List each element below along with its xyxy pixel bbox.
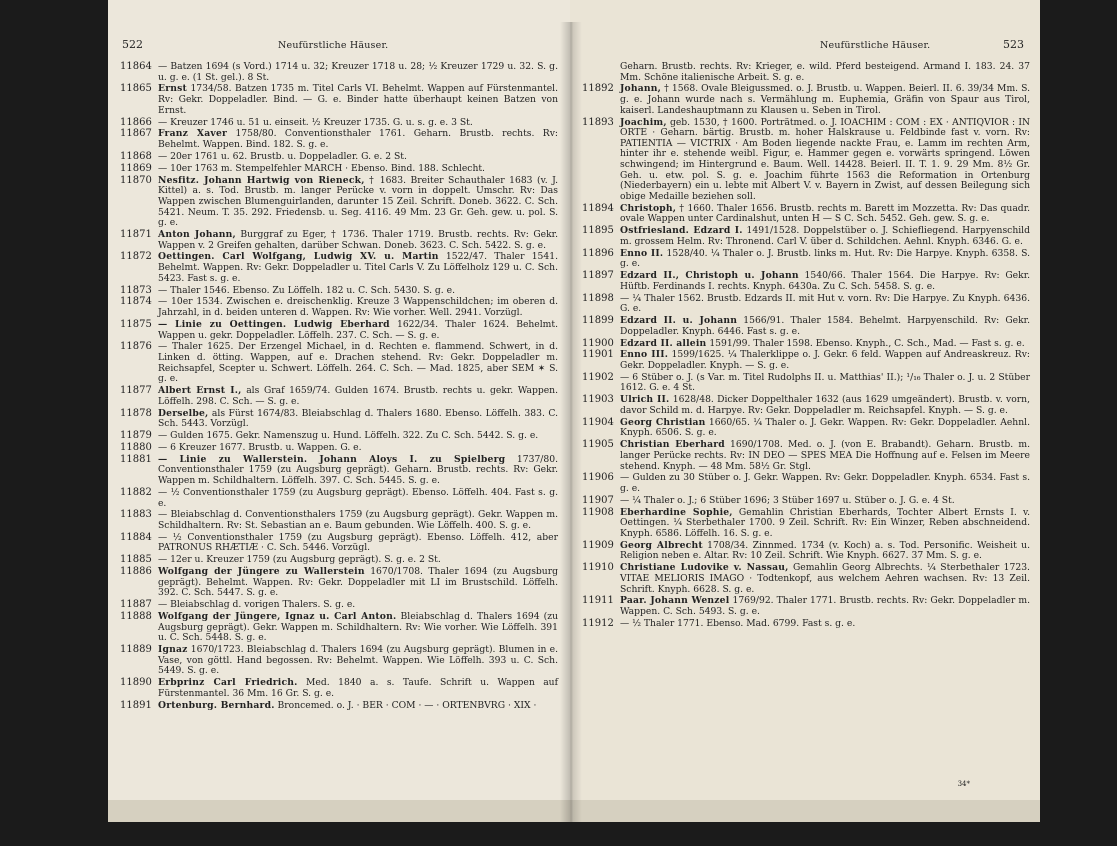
entry-text [620,563,1030,595]
entry-number: 11886 [120,566,152,578]
entry-text [158,342,558,384]
catalog-entry [582,62,1030,83]
entry-text [620,62,1030,83]
catalog-entry [582,339,1030,350]
catalog-entry [582,440,1030,472]
entry-name: Enno II. [620,247,664,259]
entry-text [158,555,558,566]
catalog-entry [120,533,558,554]
entry-name: Derselbe, [158,407,209,419]
entry-number: 11898 [582,292,614,304]
entry-description: 1660/65. ¼ Thaler o. J. Gekr. Wappen. Rv: Gekr. Doppeladler. Aehnl. Knyph. 6506. S. g. e. [620,416,1030,439]
catalog-entry [120,152,558,163]
entry-number: 11889 [120,644,152,656]
entry-number: 11910 [582,562,614,574]
entry-number: 11900 [582,337,614,349]
entry-description: Gemahlin Georg Albrechts. ¼ Sterbethaler 1723. VITAE MELIORIS IMAGO · Todtenkopf, aus welchem Aehren wachsen. Rv: 13 Zeil. Schrift. Knyph. 6628. S. g. e. [620,562,1030,595]
entry-name: Enno III. [620,349,669,361]
entry-text [158,431,558,442]
catalog-entry [120,455,558,487]
entry-name: Edzard II. allein [620,337,707,349]
catalog-entry [120,230,558,251]
entry-number: 11905 [582,439,614,451]
entry-text [158,701,558,712]
catalog-entry [120,129,558,150]
entry-description: — ½ Thaler 1771. Ebenso. Mad. 6799. Fast s. g. e. [620,617,856,629]
entry-name: Ignaz [158,644,188,656]
entry-text [620,294,1030,315]
book-gutter [560,22,582,822]
entry-number: 11894 [582,202,614,214]
entry-description: 1540/66. Thaler 1564. Die Harpye. Rv: Gekr. Hüftb. Ferdinands I. rechts. Knyph. 6430a. Zu C. Sch. 5458. S. g. e. [620,270,1030,292]
entry-number: 11872 [120,251,152,263]
entry-name: Wolfgang der Jüngere zu Wallerstein [158,566,365,578]
entry-number: 11868 [120,150,152,162]
entry-description: Geharn. Brustb. rechts. Rv: Krieger, e. wild. Pferd besteigend. Armand I. 183. 24. 37 Mm. Schöne italienische Arbeit. S. g. e. [620,61,1030,83]
catalog-entry [582,596,1030,617]
entry-name: Christoph, [620,202,677,214]
entry-number: 11877 [120,385,152,397]
running-header: Neufürstliche Häuser. [820,40,931,51]
entry-number: 11871 [120,228,152,240]
entry-text [620,271,1030,292]
catalog-entry [120,567,558,599]
entry-number: 11874 [120,296,152,308]
entry-text [158,533,558,554]
entry-text [620,418,1030,439]
entry-number: 11907 [582,494,614,506]
entry-description: 1737/80. Conventionsthaler 1759 (zu Augsburg geprägt). Geharn. Brustb. rechts. Rv: Gekr. Wappen m. Schildhaltern. Löffelh. 397. C. Sch. 5445. S. g. e. [158,453,558,487]
entry-number: 11879 [120,430,152,442]
catalog-entry [582,226,1030,247]
entry-description: 1670/1723. Bleiabschlag d. Thalers 1694 (zu Augsburg geprägt). Blumen in e. Vase, von göttl. Hand begossen. Rv: Behelmt. Wappen. Wie Löffelh. 393 u. C. Sch. 5449. S. g. e. [158,644,558,677]
entry-text [620,226,1030,247]
entry-description: — 10er 1763 m. Stempelfehler MARCH · Ebenso. Bind. 188. Schlecht. [158,162,485,174]
entry-number: 11902 [582,371,614,383]
catalog-entry [582,316,1030,337]
catalog-entry [120,488,558,509]
entry-text [620,619,1030,630]
entry-number: 11911 [582,595,614,607]
entry-number: 11873 [120,284,152,296]
entry-description: 1628/48. Dicker Doppelthaler 1632 (aus 1629 umgeändert). Brustb. v. vorn, davor Schild m. d. Harpye. Rv: Gekr. Doppeladler m. Reichsapfel. Knyph. — S. g. e. [620,394,1030,416]
entry-number: 11883 [120,509,152,521]
entry-description: als Fürst 1674/83. Bleiabschlag d. Thalers 1680. Ebenso. Löffelh. 383. C. Sch. 5443. Vorzügl. [158,407,558,430]
entry-text [620,440,1030,472]
entry-number: 11903 [582,394,614,406]
entry-name: Christian Eberhard [620,439,725,451]
entry-description: — ¼ Thaler 1562. Brustb. Edzards II. mit Hut v. vorn. Rv: Die Harpye. Zu Knyph. 6436. G. e. [620,292,1030,315]
entry-name: Anton Johann, [158,228,236,240]
entry-name: Georg Albrecht [620,539,703,551]
catalog-entry [120,286,558,297]
catalog-entry [582,418,1030,439]
entry-number: 11906 [582,472,614,484]
catalog-entry [120,176,558,229]
entry-description: 1670/1708. Thaler 1694 (zu Augsburg geprägt). Behelmt. Wappen. Rv: Gekr. Doppeladler mit LI im Brustschild. Löffelh. 392. C. Sch. 5447. S. g. e. [158,566,558,599]
catalog-entry [120,678,558,699]
entry-text [158,320,558,341]
entry-description: 1758/80. Conventionsthaler 1761. Geharn. Brustb. rechts. Rv: Behelmt. Wappen. Bind. 182. S. g. e. [158,128,558,151]
entry-name: Eberhardine Sophie, [620,506,733,518]
entry-number: 11869 [120,162,152,174]
entry-description: — Thaler 1546. Ebenso. Zu Löffelh. 182 u. C. Sch. 5430. S. g. e. [158,284,455,296]
entry-text [158,678,558,699]
entry-name: Ernst [158,83,187,95]
catalog-entry [582,473,1030,494]
catalog-entry [582,619,1030,630]
entry-name: Albert Ernst I., [158,385,242,397]
catalog-entry [120,600,558,611]
entry-description: 1599/1625. ¼ Thalerklippe o. J. Gekr. 6 feld. Wappen auf Andreaskreuz. Rv: Gekr. Doppeladler. Knyph. — S. g. e. [620,349,1030,371]
entry-description: 1690/1708. Med. o. J. (von E. Brabandt). Geharn. Brustb. m. langer Perücke rechts. Rv: IN DEO — SPES MEA Die Hoffnung auf e. Felsen im Meere stehend. Knyph. — 48 Mm. 58½ Gr. Stgl. [620,439,1031,472]
entry-number: 11866 [120,116,152,128]
entry-text [620,339,1030,350]
entry-number: 11909 [582,539,614,551]
catalog-entry [120,62,558,83]
entry-name: — Linie zu Oettingen. Ludwig Eberhard [158,318,390,330]
entry-number: 11876 [120,341,152,353]
entry-name: Nesfitz. Johann Hartwig von Rieneck, [158,174,365,186]
entry-description: Burggraf zu Eger, † 1736. Thaler 1719. Brustb. rechts. Rv: Gekr. Wappen v. 2 Greifen gehalten, darüber Schwan. Doneb. 3623. C. Sch. 5422. S. g. e. [158,228,558,251]
entry-name: Georg Christian [620,416,706,428]
entry-number: 11880 [120,441,152,453]
entry-text [158,567,558,599]
entry-text [620,316,1030,337]
entry-name: Franz Xaver [158,128,228,140]
catalog-entry [582,294,1030,315]
entry-description: Broncemed. o. J. · BER · COM · — · ORTENBVRG · XIX · [274,699,537,711]
entry-text [158,510,558,531]
catalog-entry [582,496,1030,507]
entry-description: 1769/92. Thaler 1771. Brustb. rechts. Rv: Gekr. Doppeladler m. Wappen. C. Sch. 5493. S. g. e. [620,595,1030,618]
entry-description: 1591/99. Thaler 1598. Ebenso. Knyph., C. Sch., Mad. — Fast s. g. e. [706,337,1025,349]
entry-text [158,386,558,407]
entry-number: 11904 [582,416,614,428]
entry-name: Christiane Ludovike v. Nassau, [620,562,789,574]
catalog-entry [120,118,558,129]
catalog-entry [120,164,558,175]
catalog-entry [120,320,558,341]
catalog-entry [582,508,1030,540]
entry-text [158,118,558,129]
right-page [570,0,1040,800]
entry-text [158,152,558,163]
entry-text [158,286,558,297]
entry-description: — Batzen 1694 (s Vord.) 1714 u. 32; Kreuzer 1718 u. 28; ½ Kreuzer 1729 u. 32. S. g. u. g. e. (1 St. gel.). 8 St. [158,61,558,83]
page-number: 523 [1003,38,1024,51]
entry-name: Wolfgang der Jüngere, Ignaz u. Carl Anton. [158,611,397,623]
entry-number: 11897 [582,270,614,282]
catalog-entry [582,350,1030,371]
entry-name: — Linie zu Wallerstein. Johann Aloys I. zu Spielberg [158,453,506,465]
entry-number: 11882 [120,486,152,498]
entry-number: 11881 [120,453,152,465]
entry-text [158,129,558,150]
catalog-entry [120,701,558,712]
catalog-entry [120,431,558,442]
entry-text [158,645,558,677]
entry-text [158,62,558,83]
entry-name: Paar. Johann Wenzel [620,595,730,607]
entry-description: — 6 Kreuzer 1677. Brustb. u. Wappen. G. e. [158,441,362,453]
entry-description: Med. 1840 a. s. Taufe. Schrift u. Wappen auf Fürstenmantel. 36 Mm. 16 Gr. S. g. e. [158,677,558,699]
entry-number: 11875 [120,318,152,330]
catalog-entry [120,84,558,116]
entry-number: 11893 [582,116,614,128]
entry-number: 11864 [120,61,152,72]
catalog-entry [582,541,1030,562]
entry-description: Gemahlin Christian Eberhards, Tochter Albert Ernsts I. v. Oettingen. ¼ Sterbethaler 1700. 9 Zeil. Schrift. Rv: Ein Winzer, Reben abschneidend. Knyph. 6586. Löffelh. 16. S. g. e. [620,506,1030,539]
entry-description: 1522/47. Thaler 1541. Behelmt. Wappen. Rv: Gekr. Doppeladler u. Titel Carls V. Zu Löffelholz 129 u. C. Sch. 5423. Fast s. g. e. [158,251,558,284]
signature-mark: 34* [957,780,970,788]
entry-text [158,612,558,644]
entry-number: 11867 [120,128,152,140]
running-header: Neufürstliche Häuser. [278,40,389,51]
entry-text [620,496,1030,507]
entry-description: 1566/91. Thaler 1584. Behelmt. Harpyenschild. Rv: Gekr. Doppeladler. Knyph. 6446. Fast s. g. e. [620,315,1030,337]
catalog-entry [120,612,558,644]
catalog-entry [582,249,1030,270]
entry-description: — Bleiabschlag d. Conventionsthalers 1759 (zu Augsburg geprägt). Gekr. Wappen m. Schildhaltern. Rv: St. Sebastian an e. Baum gebunden. Wie Löffelh. 400. S. g. e. [158,509,558,531]
entry-text [620,350,1030,371]
left-page [108,0,570,800]
entry-text [158,455,558,487]
entry-number: 11888 [120,611,152,623]
entry-description: 1528/40. ¼ Thaler o. J. Brustb. links m. Hut. Rv: Die Harpye. Knyph. 6358. S. g. e. [620,247,1030,270]
catalog-entry [120,443,558,454]
entry-description: 1491/1528. Doppelstüber o. J. Schiefliegend. Harpyenschild m. grossem Helm. Rv: Thronend. Carl V. über d. Schildchen. Aehnl. Knyph. 6346. G. e. [620,225,1030,247]
entry-name: Ortenburg. Bernhard. [158,699,275,711]
catalog-entries [120,62,558,713]
entry-description: geb. 1530, † 1600. Porträtmed. o. J. IOACHIM : COM : EX · ANTIQVIOR : IN ORTE · Geharn. bärtig. Brustb. m. hoher Halskrause u. Feldbinde fast v. vorn. Rv: PATIENTIA — VICTRIX · Am Boden liegende nackte Frau, e. Lamm im rechten Arm, hinter ihr e. stehende weibl. Figur, e. Hammer gegen e. vorwärts springend. Löwen schwingend; im Hintergrund e. Baum. Well. 14428. Beierl. II. T. 1. 9. 29 Mm. 8½ Gr. Geh. u. etw. pol. S. g. e. Joachim führte 1563 die Reformation in Ortenburg (Niederbayern) ein u. lebte mit Albert V. v. Bayern in Zwist, auf dessen Beilegung sich obige Medaille beziehen soll. [620,116,1030,202]
catalog-entry [120,252,558,284]
entry-name: Edzard II., Christoph u. Johann [620,270,799,282]
entry-number: 11899 [582,315,614,327]
entry-name: Ostfriesland. Edzard I. [620,225,743,237]
catalog-entry [120,409,558,430]
entry-text [620,395,1030,416]
catalog-entry [582,373,1030,394]
entry-description: † 1660. Thaler 1656. Brustb. rechts m. Barett im Mozzetta. Rv: Das quadr. ovale Wappen unter Cardinalshut, unten H — S C. Sch. 5452. Geh. gew. S. g. e. [620,202,1030,225]
entry-number: 11878 [120,407,152,419]
entry-number: 11884 [120,531,152,543]
entry-text [158,164,558,175]
entry-text [158,230,558,251]
entry-number: 11890 [120,677,152,689]
entry-text [620,596,1030,617]
entry-description: — 10er 1534. Zwischen e. dreischenklig. Kreuze 3 Wappenschildchen; im oberen d. Jahrzahl, in d. beiden unteren d. Wappen. Rv: Wie vorher. Well. 2941. Vorzügl. [158,296,558,319]
entry-description: — Gulden 1675. Gekr. Namenszug u. Hund. Löffelh. 322. Zu C. Sch. 5442. S. g. e. [158,430,539,442]
entry-description: Bleiabschlag d. Thalers 1694 (zu Augsburg geprägt). Gekr. Wappen m. Schildhaltern. Rv: Wie vorher. Wie Löffelh. 391 u. C. Sch. 5448. S. g. e. [158,611,558,644]
catalog-entry [582,84,1030,116]
entry-description: † 1683. Breiter Schauthaler 1683 (v. J. Kittel) a. s. Tod. Brustb. m. langer Perücke v. vorn in doppelt. Umschr. Rv: Das Wappen zwischen Blumenguirlanden, darunter 15 Zeil. Schrift. Doneb. 3622. C. Sch. 5421. Neum. T. 35. 292. Friedensb. u. Seg. 4116. 49 Mm. 23 Gr. Geh. gew. u. pol. S. g. e. [158,174,558,229]
catalog-entry [120,342,558,384]
entry-text [620,541,1030,562]
entry-text [158,409,558,430]
entry-description: — ¼ Thaler o. J.; 6 Stüber 1696; 3 Stüber 1697 u. Stüber o. J. G. e. 4 St. [620,494,955,506]
entry-text [620,508,1030,540]
entry-text [158,252,558,284]
entry-description: — ½ Conventionsthaler 1759 (zu Augsburg geprägt). Ebenso. Löffelh. 412, aber PATRONUS RHÆTIÆ · C. Sch. 5446. Vorzügl. [158,531,558,554]
entry-description: — Gulden zu 30 Stüber o. J. Gekr. Wappen. Rv: Gekr. Doppeladler. Knyph. 6534. Fast s. g. e. [620,472,1030,495]
entry-description: — Kreuzer 1746 u. 51 u. einseit. ½ Kreuzer 1735. G. u. s. g. e. 3 St. [158,116,473,128]
entry-number: 11895 [582,225,614,237]
entry-text [620,373,1030,394]
catalog-entry [120,555,558,566]
entry-description: — ½ Conventionsthaler 1759 (zu Augsburg geprägt). Ebenso. Löffelh. 404. Fast s. g. e. [158,486,558,509]
entry-description: — Bleiabschlag d. vorigen Thalers. S. g. e. [158,599,356,611]
entry-number: 11870 [120,174,152,186]
entry-description: — 6 Stüber o. J. (s Var. m. Titel Rudolphs II. u. Matthias' II.); ¹/₁₆ Thaler o. J. u. 2 Stüber 1612. G. e. 4 St. [620,371,1030,394]
entry-number: 11891 [120,699,152,711]
entry-number: 11896 [582,247,614,259]
entry-name: Johann, [620,83,662,95]
entry-text [158,297,558,318]
entry-name: Erbprinz Carl Friedrich. [158,677,298,689]
catalog-entry [120,386,558,407]
entry-text [158,488,558,509]
entry-number [582,62,620,83]
entry-text [620,249,1030,270]
entry-name: Joachim, [620,116,667,128]
entry-number: 11885 [120,554,152,566]
entry-text [620,473,1030,494]
entry-description: — Thaler 1625. Der Erzengel Michael, in d. Rechten e. flammend. Schwert, in d. Linken d. ötting. Wappen, auf e. Drachen stehend. Rv: Gekr. Doppeladler m. Reichsapfel, Scepter u. Schwert. Löffelh. 264. C. Sch. — Mad. 1825, aber SEM ✶ S. g. e. [158,341,558,385]
entry-description: 1622/34. Thaler 1624. Behelmt. Wappen u. gekr. Doppeladler. Löffelh. 237. C. Sch. — S. g. e. [158,318,558,341]
entry-description: † 1568. Ovale Bleigussmed. o. J. Brustb. u. Wappen. Beierl. II. 6. 39/34 Mm. S. g. e. Johann wurde nach s. Vermählung m. Euphemia, Gräfin von Spaur aus Tirol, kaiserl. Landeshauptmann zu Klausen u. Seben in Tirol. [620,83,1030,116]
entry-text [620,118,1030,203]
entry-number: 11865 [120,83,152,95]
entry-name: Edzard II. u. Johann [620,315,738,327]
entry-text [158,443,558,454]
catalog-entry [582,271,1030,292]
catalog-entry [582,118,1030,203]
entry-text [158,84,558,116]
entry-name: Ulrich II. [620,394,670,406]
entry-description: als Graf 1659/74. Gulden 1674. Brustb. rechts u. gekr. Wappen. Löffelh. 298. C. Sch. — S. g. e. [158,385,558,407]
entry-text [158,176,558,229]
catalog-entry [120,645,558,677]
entry-number: 11912 [582,617,614,629]
entry-number: 11908 [582,506,614,518]
entry-number: 11887 [120,599,152,611]
catalog-entry [120,297,558,318]
entry-description: — 12er u. Kreuzer 1759 (zu Augsburg geprägt). S. g. e. 2 St. [158,554,441,566]
entry-number: 11892 [582,83,614,95]
entry-text [620,204,1030,225]
catalog-entry [582,204,1030,225]
entry-text [620,84,1030,116]
entry-description: — 20er 1761 u. 62. Brustb. u. Doppeladler. G. e. 2 St. [158,150,407,162]
page-number: 522 [122,38,143,51]
catalog-entry [582,395,1030,416]
entry-number: 11901 [582,349,614,361]
entry-description: 1708/34. Zinnmed. 1734 (v. Koch) a. s. Tod. Personific. Weisheit u. Religion neben e. Altar. Rv: 10 Zeil. Schrift. Wie Knyph. 6627. 37 Mm. S. g. e. [620,539,1030,562]
catalog-entry [120,510,558,531]
entry-text [158,600,558,611]
entry-description: 1734/58. Batzen 1735 m. Titel Carls VI. Behelmt. Wappen auf Fürstenmantel. Rv: Gekr. Doppeladler. Bind. — G. e. Binder hatte überhaupt keinen Batzen von Ernst. [158,83,558,116]
catalog-entries [582,62,1030,631]
catalog-entry [582,563,1030,595]
entry-name: Oettingen. Carl Wolfgang, Ludwig XV. u. Martin [158,251,439,263]
